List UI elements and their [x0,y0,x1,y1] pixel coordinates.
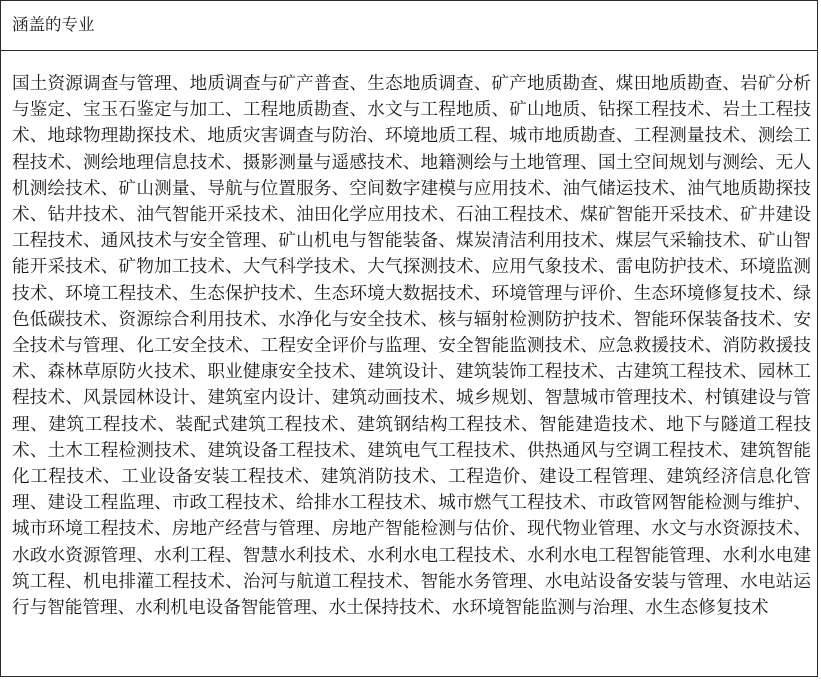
majors-cell [1,51,817,621]
majors-list-text: 国土资源调查与管理、地质调查与矿产普查、生态地质调查、矿产地质勘查、煤田地质勘查、岩矿分析与鉴定、宝玉石鉴定与加工、工程地质勘查、水文与工程地质、矿山地质、钻探工程技术、岩土工程技术、地球物理勘探技术、地质灾害调查与防治、环境地质工程、城市地质勘查、工程测量技术、测绘工程技术、测绘地理信息技术、摄影测量与遥感技术、地籍测绘与土地管理、国土空间规划与测绘、无人机测绘技术、矿山测量、导航与位置服务、空间数字建模与应用技术、油气储运技术、油气地质勘探技术、钻井技术、油气智能开采技术、油田化学应用技术、石油工程技术、煤矿智能开采技术、矿井建设工程技术、通风技术与安全管理、矿山机电与智能装备、煤炭清洁利用技术、煤层气采输技术、矿山智能开采技术、矿物加工技术、大气科学技术、大气探测技术、应用气象技术、雷电防护技术、环境监测技术、环境工程技术、生态保护技术、生态环境大数据技术、环境管理与评价、生态环境修复技术、绿色低碳技术、资源综合利用技术、水净化与安全技术、核与辐射检测防护技术、智能环保装备技术、安全技术与管理、化工安全技术、工程安全评价与监理、安全智能监测技术、应急救援技术、消防救援技术、森林草原防火技术、职业健康安全技术、建筑设计、建筑装饰工程技术、古建筑工程技术、园林工程技术、风景园林设计、建筑室内设计、建筑动画技术、城乡规划、智慧城市管理技术、村镇建设与管理、建筑工程技术、装配式建筑工程技术、建筑钢结构工程技术、智能建造技术、地下与隧道工程技术、土木工程检测技术、建筑设备工程技术、建筑电气工程技术、供热通风与空调工程技术、建筑智能化工程技术、工业设备安装工程技术、建筑消防技术、工程造价、建设工程管理、建筑经济信息化管理、建设工程监理、市政工程技术、给排水工程技术、城市燃气工程技术、市政管网智能检测与维护、城市环境工程技术、房地产经营与管理、房地产智能检测与估价、现代物业管理、水文与水资源技术、水政水资源管理、水利工程、智慧水利技术、水利水电工程技术、水利水电工程智能管理、水利水电建筑工程、机电排灌工程技术、治河与航道工程技术、智能水务管理、水电站设备安装与管理、水电站运行与智能管理、水利机电设备智能管理、水土保持技术、水环境智能监测与治理、水生态修复技术 [12,74,811,619]
header-label: 涵盖的专业 [12,15,95,34]
header-cell [1,1,817,51]
